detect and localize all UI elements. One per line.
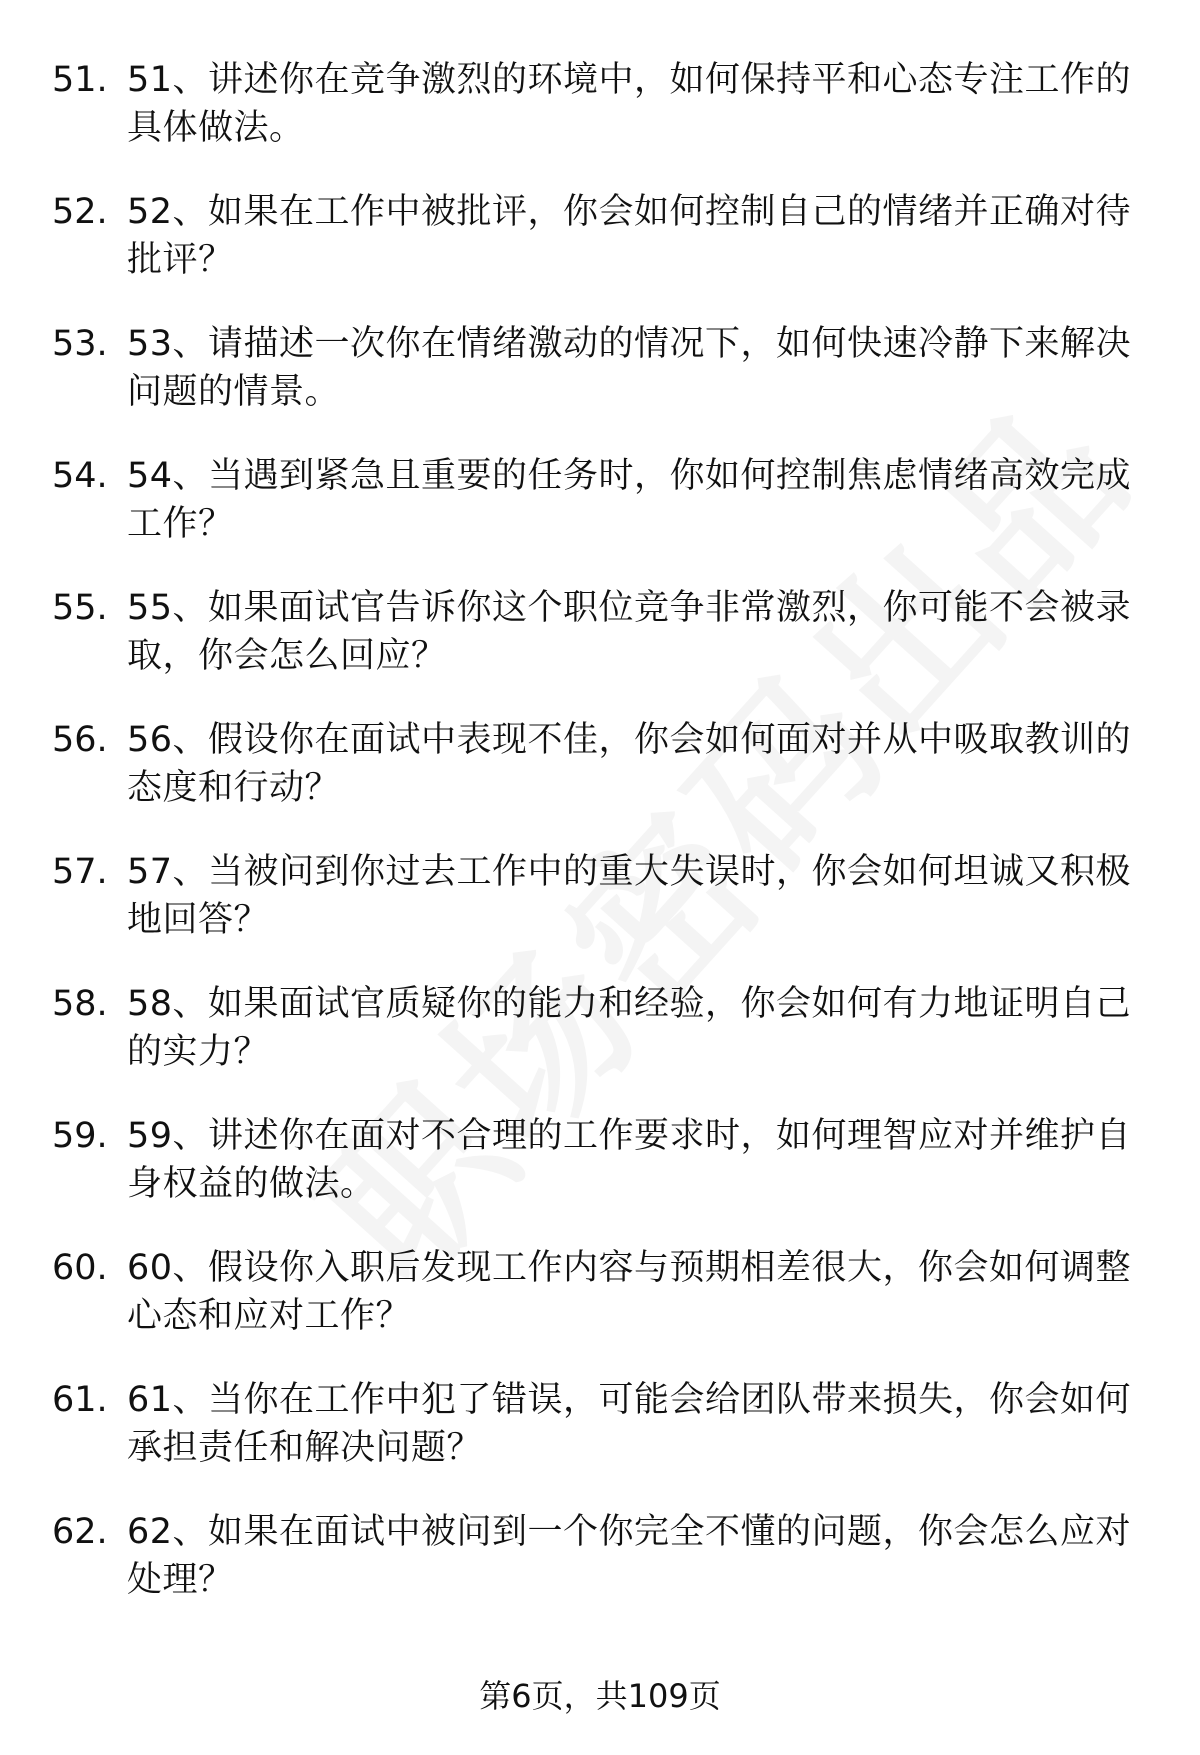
question-text: 53、请描述一次你在情绪激动的情况下，如何快速冷静下来解决问题的情景。 xyxy=(127,324,1132,412)
question-item xyxy=(0,716,1200,848)
question-number: 56. xyxy=(52,720,108,760)
question-number: 58. xyxy=(52,984,108,1024)
question-item xyxy=(0,1508,1200,1640)
question-number: 52. xyxy=(52,192,108,232)
question-text: 51、讲述你在竞争激烈的环境中，如何保持平和心态专注工作的具体做法。 xyxy=(127,60,1132,148)
question-number: 60. xyxy=(52,1248,108,1288)
question-number: 61. xyxy=(52,1380,108,1420)
question-text: 59、讲述你在面对不合理的工作要求时，如何理智应对并维护自身权益的做法。 xyxy=(127,1116,1132,1204)
question-number: 54. xyxy=(52,456,108,496)
question-number: 55. xyxy=(52,588,108,628)
question-number: 57. xyxy=(52,852,108,892)
question-text: 54、当遇到紧急且重要的任务时，你如何控制焦虑情绪高效完成工作？ xyxy=(127,456,1132,544)
question-item xyxy=(0,320,1200,452)
question-item xyxy=(0,188,1200,320)
page-number: 第6页，共109页 xyxy=(479,1677,721,1715)
question-number: 62. xyxy=(52,1512,108,1552)
question-text: 62、如果在面试中被问到一个你完全不懂的问题，你会怎么应对处理？ xyxy=(127,1512,1132,1600)
question-number: 53. xyxy=(52,324,108,364)
question-text: 55、如果面试官告诉你这个职位竞争非常激烈，你可能不会被录取，你会怎么回应？ xyxy=(127,588,1132,676)
question-text: 52、如果在工作中被批评，你会如何控制自己的情绪并正确对待批评？ xyxy=(127,192,1132,280)
question-number: 59. xyxy=(52,1116,108,1156)
question-list xyxy=(0,56,1200,1640)
question-item xyxy=(0,56,1200,188)
question-item xyxy=(0,1244,1200,1376)
question-text: 58、如果面试官质疑你的能力和经验，你会如何有力地证明自己的实力？ xyxy=(127,984,1132,1072)
question-item xyxy=(0,1112,1200,1244)
question-item xyxy=(0,452,1200,584)
question-text: 57、当被问到你过去工作中的重大失误时，你会如何坦诚又积极地回答？ xyxy=(127,852,1132,940)
question-item xyxy=(0,980,1200,1112)
question-item xyxy=(0,584,1200,716)
question-text: 61、当你在工作中犯了错误，可能会给团队带来损失，你会如何承担责任和解决问题？ xyxy=(127,1380,1132,1468)
question-number: 51. xyxy=(52,60,108,100)
question-item xyxy=(0,1376,1200,1508)
question-text: 56、假设你在面试中表现不佳，你会如何面对并从中吸取教训的态度和行动？ xyxy=(127,720,1132,808)
question-item xyxy=(0,848,1200,980)
question-text: 60、假设你入职后发现工作内容与预期相差很大，你会如何调整心态和应对工作？ xyxy=(127,1248,1132,1336)
